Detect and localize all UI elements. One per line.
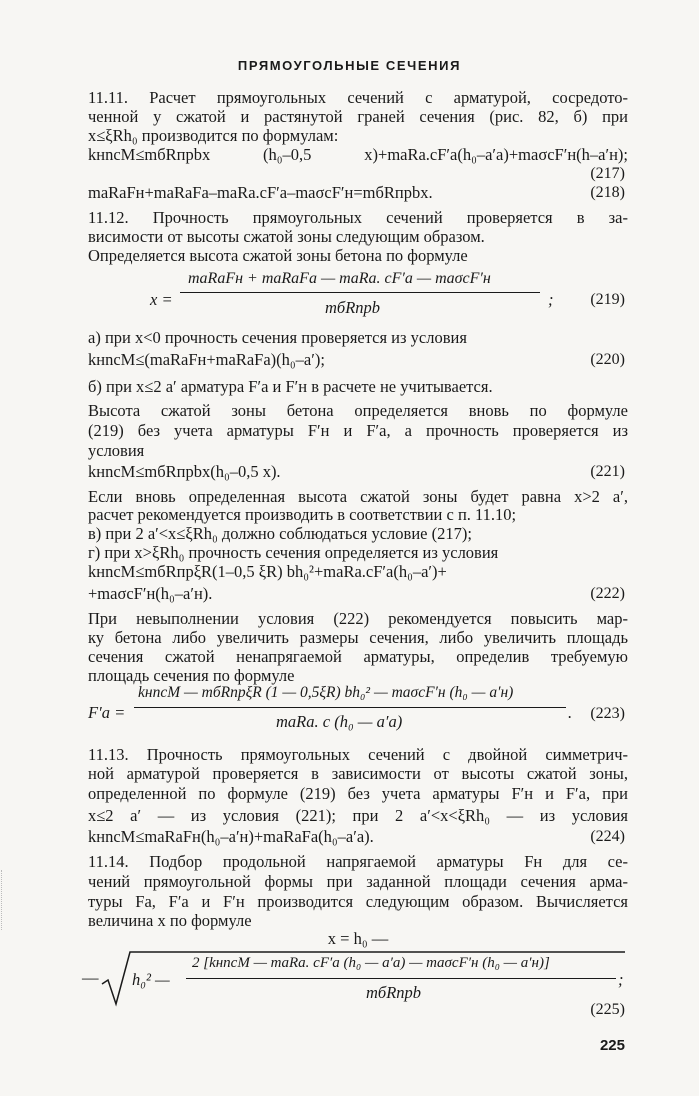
text-line: площадь сечения по формуле [88,666,295,685]
text-line: +maσcF′н(h₀–a′н). [88,584,213,603]
equation-number: (224) [590,828,625,845]
text-line: ку бетона либо увеличить размеры сечения, либо увеличить площадь [88,628,628,647]
text-line: расчет рекомендуется производить в соответствии с п. 11.10; [88,505,517,524]
equation-number: (219) [590,291,625,308]
formula-219-lhs: x = [150,290,173,309]
text-line: kнncM≤mбRпрbx(h₀–0,5 x). [88,462,281,481]
text-line: в) при 2 a′<x≤ξRh₀ должно соблюдаться условие (217); [88,524,472,543]
formula-219-denominator: mбRпрb [325,298,381,317]
text-line: kнncM≤maRaFн(h₀–a′н)+maRaFa(h₀–a′a). [88,827,374,846]
text-line: сечения сжатой ненапрягаемой арматуры, определив требуемую [88,647,628,666]
equation-number: (223) [590,705,625,722]
equation-number: (225) [590,1001,625,1018]
text-line: Высота сжатой зоны бетона определяется вновь по формуле [88,401,628,420]
equation-number: (218) [590,184,625,201]
text-line: б) при x≤2 a′ арматура F′a и F′н в расчете не учитывается. [88,377,493,396]
scan-edge-mark [1,870,3,930]
text-line: Определяется высота сжатой зоны бетона по формуле [88,246,468,265]
formula-223-numerator: kнncM — mбRпрξR (1 — 0,5ξR) bh₀² — maσcF′н (h₀ — a′н) [138,684,514,701]
text-line: x≤2 a′ — из условия (221); при 2 a′<x<ξRh₀ — из условия [88,806,628,825]
formula-219-tail: ; [548,290,554,309]
formula-225-denominator: mбRпрb [366,983,422,1002]
text-line: а) при x<0 прочность сечения проверяется из условия [88,328,467,347]
formula-219-fraction-bar [180,292,540,293]
text-line: 11.14. Подбор продольной напрягаемой арматуры Fн для се- [88,852,628,871]
formula-225-fraction-bar [186,978,616,979]
text-line: г) при x>ξRh₀ прочность сечения определяется из условия [88,543,499,562]
text-line: висимости от высоты сжатой зоны следующим образом. [88,227,485,246]
text-line: величина x по формуле [88,911,252,930]
text-line: чений прямоугольной формы при заданной площади сечения арма- [88,872,628,891]
text-line: туры Fa, F′a и F′н производится следующим образом. Вычисляется [88,892,628,911]
text-line: x≤ξRh₀ производится по формулам: [88,126,339,145]
text-line: (219) без учета арматуры F′н и F′a, а прочность проверяется из [88,421,628,440]
formula-225-tail: ; [618,970,624,989]
formula-223-lhs: F′a = [88,703,126,722]
text-line: ной арматурой проверяется в зависимости от высоты сжатой зоны, [88,764,628,783]
formula-225-numerator: 2 [kнncM — maRa. cF′a (h₀ — a′a) — maσcF′н (h₀ — a′н)] [192,955,550,971]
formula-223-tail: . [568,703,573,722]
formula-219-numerator: maRaFн + maRaFa — maRa. cF′a — maσcF′н [188,270,491,287]
equation-number: (221) [590,463,625,480]
formula-225-minus: — [82,968,99,987]
text-line: maRaFн+maRaFa–maRa.cF′a–maσcF′н=mбRпрbx. [88,183,433,202]
page-number: 225 [599,1037,625,1054]
equation-number: (222) [590,585,625,602]
text-line: 11.13. Прочность прямоугольных сечений с двойной симметрич- [88,745,628,764]
text-line: kнncM≤(maRaFн+maRaFa)(h₀–a′); [88,350,325,369]
formula-223-denominator: maRa. c (h₀ — a′a) [276,712,403,731]
text-line: условия [88,441,145,460]
text-line: kнncM≤mбRпрξR(1–0,5 ξR) bh₀²+maRa.cF′a(h₀–a′)+ [88,562,447,581]
text-line: При невыполнении условия (222) рекомендуется повысить мар- [88,609,628,628]
text-line: 11.11. Расчет прямоугольных сечений с арматурой, сосредото- [88,88,628,107]
formula-223-fraction-bar [134,707,566,708]
equation-number: (220) [590,351,625,368]
text-line: 11.12. Прочность прямоугольных сечений проверяется в за- [88,208,628,227]
formula-225-lead: h₀² — [132,970,170,989]
text-line: x = h₀ — [327,929,389,948]
text-line: kнncM≤mбRпрbx (h₀–0,5 x)+maRa.cF′a(h₀–a′a)+maσcF′н(h–a′н); [88,145,628,164]
text-line: ченной у сжатой и растянутой граней сечения (рис. 82, б) при [88,107,628,126]
equation-number: (217) [590,165,625,182]
text-line: определенной по формуле (219) без учета арматуры F′н и F′a, при [88,784,628,803]
page-header: ПРЯМОУГОЛЬНЫЕ СЕЧЕНИЯ [237,58,462,73]
text-line: Если вновь определенная высота сжатой зоны будет равна x>2 a′, [88,487,628,506]
